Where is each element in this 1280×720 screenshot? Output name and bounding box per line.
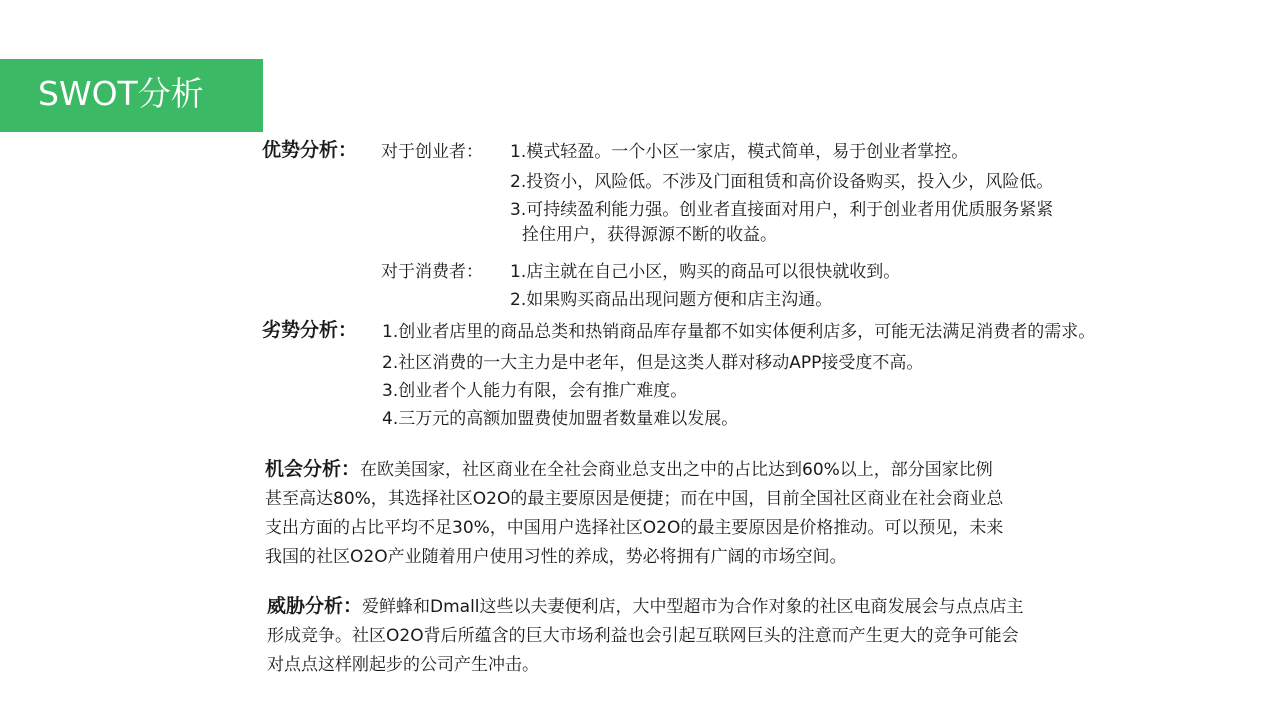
opportunities-line: 甚至高达80%，其选择社区O2O的最主要原因是便捷；而在中国，目前全国社区商业在社会商业总 — [265, 489, 1004, 509]
weakness-item: 1.创业者店里的商品总类和热销商品库存量都不如实体便利店多，可能无法满足消费者的需求。 — [382, 322, 1096, 342]
opportunities-line: 机会分析：在欧美国家，社区商业在全社会商业总支出之中的占比达到60%以上，部分国家比例 — [265, 458, 993, 480]
weakness-item: 3.创业者个人能力有限，会有推广难度。 — [382, 381, 688, 401]
threats-paragraph — [267, 592, 1024, 680]
founder-item: 1.模式轻盈。一个小区一家店，模式简单，易于创业者掌控。 — [510, 142, 969, 162]
threats-heading: 威胁分析： — [267, 595, 363, 617]
opportunities-line: 我国的社区O2O产业随着用户使用习性的养成，势必将拥有广阔的市场空间。 — [265, 547, 847, 567]
consumer-item: 1.店主就在自己小区，购买的商品可以很快就收到。 — [510, 262, 901, 282]
slide-title: SWOT分析 — [38, 74, 204, 113]
opportunities-heading: 机会分析： — [265, 458, 361, 480]
strengths-heading: 优势分析： — [262, 139, 358, 161]
threats-line: 形成竞争。社区O2O背后所蕴含的巨大市场利益也会引起互联网巨头的注意而产生更大的竞争可能会 — [267, 626, 1019, 646]
weakness-item: 2.社区消费的一大主力是中老年，但是这类人群对移动APP接受度不高。 — [382, 353, 924, 373]
founder-item: 拴住用户，获得源源不断的收益。 — [522, 225, 777, 245]
weaknesses-heading: 劣势分析： — [262, 319, 358, 341]
weakness-item: 4.三万元的高额加盟费使加盟者数量难以发展。 — [382, 409, 739, 429]
founder-label: 对于创业者： — [381, 142, 483, 162]
founder-item: 2.投资小，风险低。不涉及门面租赁和高价设备购买，投入少，风险低。 — [510, 172, 1054, 192]
consumer-label: 对于消费者： — [381, 262, 483, 282]
opportunities-paragraph — [265, 455, 1003, 572]
threats-line: 对点点这样刚起步的公司产生冲击。 — [267, 655, 539, 675]
threats-line: 威胁分析：爱鲜蜂和Dmall这些以夫妻便利店，大中型超市为合作对象的社区电商发展会与点点店主 — [267, 595, 1024, 617]
founder-item: 3.可持续盈利能力强。创业者直接面对用户，利于创业者用优质服务紧紧 — [510, 200, 1054, 220]
consumer-item: 2.如果购买商品出现问题方便和店主沟通。 — [510, 290, 833, 310]
opportunities-line: 支出方面的占比平均不足30%，中国用户选择社区O2O的最主要原因是价格推动。可以预见，未来 — [265, 518, 1004, 538]
